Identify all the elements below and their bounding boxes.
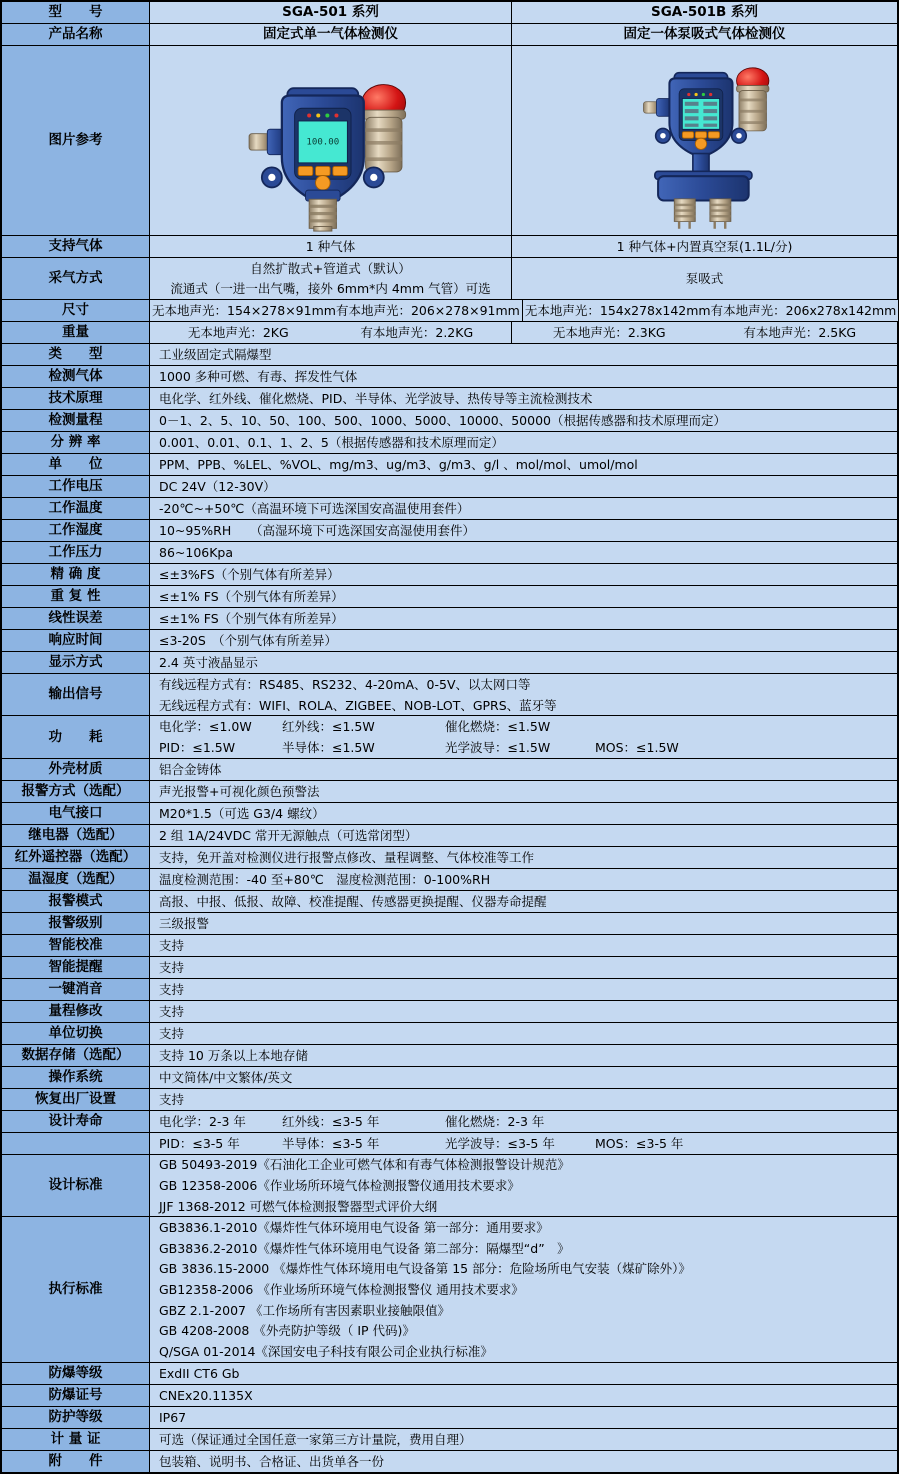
- dimensions-b2: 有本地声光：206x278x142mm: [710, 303, 897, 319]
- spec-row: [2, 1023, 897, 1045]
- spec-row: [2, 630, 897, 652]
- spec-row: [2, 1089, 897, 1111]
- spec-line: 支持: [159, 1091, 185, 1107]
- spec-value: [150, 1023, 897, 1044]
- spec-line: 包装箱、说明书、合格证、出货单各一份: [159, 1453, 385, 1469]
- spec-col-value: 催化燃烧：≤1.5W: [445, 719, 551, 735]
- weight-b-cell: [512, 322, 897, 343]
- spec-row: [2, 498, 897, 520]
- spec-label: 线性误差: [2, 608, 150, 629]
- spec-label: 报警方式（选配）: [2, 781, 150, 802]
- sensor-probe: [305, 190, 340, 231]
- spec-line: 支持 10 万条以上本地存储: [159, 1047, 308, 1063]
- spec-label: 工作压力: [2, 542, 150, 563]
- weight-b1: 无本地声光：2.3KG: [552, 325, 666, 341]
- spec-row: [2, 716, 897, 758]
- spec-row: [2, 781, 897, 803]
- spec-row: [2, 803, 897, 825]
- spec-line: [150, 1111, 897, 1132]
- spec-label: 检测气体: [2, 366, 150, 387]
- spec-value: [150, 608, 897, 629]
- detector-body: [281, 88, 363, 204]
- spec-line: IP67: [159, 1409, 187, 1425]
- dimensions-row: [2, 300, 897, 322]
- spec-value: [150, 825, 897, 846]
- spec-value: [150, 454, 897, 475]
- spec-row: [2, 1385, 897, 1407]
- spec-label: 显示方式: [2, 652, 150, 673]
- series-a-title-cell: [150, 2, 512, 23]
- spec-line: ≤±3%FS（个别气体有所差异）: [159, 567, 340, 583]
- spec-label: 重 复 性: [2, 586, 150, 607]
- spec-row: [2, 957, 897, 979]
- spec-label: [2, 1133, 150, 1154]
- spec-line: ≤±1% FS（个别气体有所差异）: [159, 589, 344, 605]
- spec-col-value: 催化燃烧：2-3 年: [445, 1113, 545, 1129]
- spec-col-value: 光学波导：≤3-5 年: [445, 1135, 555, 1151]
- spec-line: 铝合金铸体: [159, 761, 222, 777]
- alarm-beacon-icon: [361, 84, 405, 171]
- product-name-label: 产品名称: [2, 24, 150, 45]
- spec-label: 执行标准: [2, 1217, 150, 1361]
- spec-label: 智能校准: [2, 935, 150, 956]
- spec-rows-container: [2, 344, 897, 1471]
- pump-unit: [654, 153, 751, 200]
- spec-label: 设计标准: [2, 1155, 150, 1217]
- spec-label: 报警级别: [2, 913, 150, 934]
- spec-line: ExdII CT6 Gb: [159, 1365, 240, 1381]
- spec-value: [150, 1363, 897, 1384]
- spec-row: [2, 1001, 897, 1023]
- sga501b-product-image: [604, 50, 806, 232]
- spec-label: 恢复出厂设置: [2, 1089, 150, 1110]
- spec-line: GB 50493-2019《石油化工企业可燃气体和有毒气体检测报警设计规范》: [159, 1157, 570, 1173]
- gas-support-a: 1 种气体: [305, 239, 356, 254]
- spec-row: [2, 1133, 897, 1155]
- spec-row: [2, 1155, 897, 1218]
- alarm-beacon-icon: [736, 67, 768, 130]
- spec-line: 86~106Kpa: [159, 545, 234, 561]
- image-b-cell: [512, 46, 897, 235]
- weight-a-cell: [150, 322, 512, 343]
- spec-line: Q/SGA 01-2014《深国安电子科技有限公司企业执行标准》: [159, 1343, 493, 1359]
- spec-label: 工作电压: [2, 476, 150, 497]
- spec-label: 单位切换: [2, 1023, 150, 1044]
- spec-row: [2, 759, 897, 781]
- sga501-product-image: [218, 50, 444, 232]
- spec-line: DC 24V（12-30V）: [159, 479, 276, 495]
- spec-line: 支持: [159, 1003, 185, 1019]
- spec-label: 温湿度（选配）: [2, 869, 150, 890]
- spec-value: [150, 674, 897, 715]
- conduit-connector: [643, 101, 658, 112]
- spec-value: [150, 1155, 897, 1217]
- button-middle: [315, 166, 330, 175]
- series-a-title: SGA-501 系列: [282, 4, 379, 21]
- spec-line: 温度检测范围：-40 至+80℃ 湿度检测范围：0-100%RH: [159, 871, 491, 887]
- spec-row: [2, 825, 897, 847]
- spec-row: [2, 432, 897, 454]
- spec-value: [150, 366, 897, 387]
- spec-col-value: 电化学：2-3 年: [159, 1113, 246, 1129]
- weight-a2: 有本地声光：2.2KG: [360, 325, 474, 341]
- button-middle: [695, 131, 706, 137]
- spec-value: [150, 1407, 897, 1428]
- spec-label: 技术原理: [2, 388, 150, 409]
- spec-label: 继电器（选配）: [2, 825, 150, 846]
- spec-value: [150, 630, 897, 651]
- spec-line: GB 3836.15-2000 《爆炸性气体环境用电气设备第 15 部分：危险场所电气安装（煤矿除外）》: [159, 1261, 691, 1277]
- spec-row: [2, 388, 897, 410]
- spec-value: [150, 979, 897, 1000]
- spec-value: [150, 891, 897, 912]
- spec-label: 设计寿命: [2, 1111, 150, 1132]
- spec-line: [150, 1133, 897, 1154]
- spec-row: [2, 869, 897, 891]
- sampling-b: 泵吸式: [685, 271, 724, 287]
- spec-label: 防爆证号: [2, 1385, 150, 1406]
- spec-row: [2, 344, 897, 366]
- detector-screen-value: 100.00: [305, 137, 339, 148]
- spec-row: [2, 652, 897, 674]
- spec-col-value: 电化学：≤1.0W: [159, 719, 252, 735]
- spec-line: GB3836.1-2010《爆炸性气体环境用电气设备 第一部分：通用要求》: [159, 1220, 549, 1236]
- spec-value: [150, 652, 897, 673]
- spec-col-value: 红外线：≤1.5W: [282, 719, 375, 735]
- spec-line: 中文简体/中文繁体/英文: [159, 1069, 293, 1085]
- spec-value: [150, 432, 897, 453]
- spec-label: 类 型: [2, 344, 150, 365]
- spec-value: [150, 1429, 897, 1450]
- sampling-b-cell: [512, 258, 897, 299]
- spec-label: 红外遥控器（选配）: [2, 847, 150, 868]
- spec-value: [150, 564, 897, 585]
- spec-value: [150, 520, 897, 541]
- sampling-a-cell: [150, 258, 512, 299]
- spec-label: 操作系统: [2, 1067, 150, 1088]
- spec-line: 三级报警: [159, 915, 210, 931]
- spec-row: [2, 520, 897, 542]
- spec-line: GB12358-2006 《作业场所环境气体检测报警仪 通用技术要求》: [159, 1281, 524, 1297]
- spec-value: [150, 1385, 897, 1406]
- sampling-a-line1: 自然扩散式+管道式（默认）: [250, 260, 411, 276]
- gas-support-row: [2, 236, 897, 258]
- spec-line: GB 4208-2008 《外壳防护等级（ IP 代码)》: [159, 1323, 415, 1339]
- spec-line: 2 组 1A/24VDC 常开无源触点（可选常闭型）: [159, 827, 418, 843]
- series-b-title: SGA-501B 系列: [650, 4, 759, 21]
- spec-row: [2, 674, 897, 716]
- status-led-alarm: [334, 113, 338, 117]
- spec-line: ≤±1% FS（个别气体有所差异）: [159, 611, 344, 627]
- spec-value: [150, 759, 897, 780]
- spec-value: [150, 1111, 897, 1132]
- spec-value: [150, 476, 897, 497]
- spec-row: [2, 366, 897, 388]
- spec-value: [150, 542, 897, 563]
- spec-value: [150, 803, 897, 824]
- spec-line: 有线远程方式有：RS485、RS232、4-20mA、0-5V、以太网口等: [159, 676, 531, 692]
- spec-label: 功 耗: [2, 716, 150, 757]
- spec-row: [2, 1407, 897, 1429]
- spec-value: [150, 586, 897, 607]
- product-a-cell: [150, 24, 512, 45]
- status-led-green: [325, 113, 329, 117]
- image-label: 图片参考: [2, 46, 150, 235]
- spec-line: GB3836.2-2010《爆炸性气体环境用电气设备 第二部分：隔爆型“d” 》: [159, 1240, 570, 1256]
- spec-row: [2, 542, 897, 564]
- gas-support-b: 1 种气体+内置真空泵(1.1L/分): [616, 239, 793, 254]
- spec-row: [2, 410, 897, 432]
- spec-line: 支持: [159, 981, 185, 997]
- spec-line: 支持，免开盖对检测仪进行报警点修改、量程调整、气体校准等工作: [159, 849, 535, 865]
- sampling-row: [2, 258, 897, 300]
- dimensions-label: 尺寸: [2, 300, 150, 321]
- spec-value: [150, 1067, 897, 1088]
- spec-label: 电气接口: [2, 803, 150, 824]
- spec-value: [150, 847, 897, 868]
- dimensions-b-cell: [523, 300, 898, 321]
- spec-row: [2, 454, 897, 476]
- spec-line: 可选（保证通过全国任意一家第三方计量院，费用自理）: [159, 1431, 472, 1447]
- gas-support-label: 支持气体: [2, 236, 150, 257]
- spec-row: [2, 1363, 897, 1385]
- dimensions-a1: 无本地声光：154×278×91mm: [152, 303, 336, 319]
- spec-value: [150, 1045, 897, 1066]
- spec-label: 计 量 证: [2, 1429, 150, 1450]
- spec-line: 2.4 英寸液晶显示: [159, 655, 258, 671]
- spec-label: 外壳材质: [2, 759, 150, 780]
- button-right: [332, 166, 347, 175]
- spec-row: [2, 564, 897, 586]
- weight-b2: 有本地声光：2.5KG: [743, 325, 857, 341]
- spec-label: 精 确 度: [2, 564, 150, 585]
- spec-line: M20*1.5（可选 G3/4 螺纹）: [159, 805, 325, 821]
- spec-label: 输出信号: [2, 674, 150, 715]
- gas-support-b-cell: [512, 236, 897, 257]
- spec-row: [2, 586, 897, 608]
- spec-value: [150, 935, 897, 956]
- spec-col-value: 半导体：≤3-5 年: [282, 1135, 380, 1151]
- spec-label: 防爆等级: [2, 1363, 150, 1384]
- spec-label: 检测量程: [2, 410, 150, 431]
- spec-label: 数据存储（选配）: [2, 1045, 150, 1066]
- spec-label: 单 位: [2, 454, 150, 475]
- spec-line: 支持: [159, 1025, 185, 1041]
- spec-value: [150, 957, 897, 978]
- ok-button: [695, 138, 706, 149]
- spec-row: [2, 608, 897, 630]
- spec-line: JJF 1368-2012 可燃气体检测报警器型式评价大纲: [159, 1198, 438, 1214]
- detector-body: [669, 72, 732, 157]
- spec-row: [2, 935, 897, 957]
- dimensions-a-cell: [150, 300, 523, 321]
- spec-line: [150, 737, 897, 758]
- spec-row: [2, 979, 897, 1001]
- model-label: 型 号: [2, 2, 150, 23]
- spec-line: [150, 716, 897, 737]
- spec-line: 支持: [159, 937, 185, 953]
- spec-line: PPM、PPB、%LEL、%VOL、mg/m3、ug/m3、g/m3、g/l 、mol/mol、umol/mol: [159, 457, 638, 473]
- spec-row: [2, 847, 897, 869]
- spec-line: 电化学、红外线、催化燃烧、PID、半导体、光学波导、热传导等主流检测技术: [159, 391, 593, 407]
- button-left: [298, 166, 313, 175]
- spec-col-value: 红外线：≤3-5 年: [282, 1113, 380, 1129]
- spec-line: CNEx20.1135X: [159, 1387, 253, 1403]
- spec-value: [150, 869, 897, 890]
- spec-line: 高报、中报、低报、故障、校准提醒、传感器更换提醒、仪器寿命提醒: [159, 893, 547, 909]
- product-b-cell: [512, 24, 897, 45]
- spec-value: [150, 1217, 897, 1361]
- spec-value: [150, 344, 897, 365]
- spec-label: 工作湿度: [2, 520, 150, 541]
- spec-col-value: MOS：≤1.5W: [595, 739, 679, 755]
- dimensions-a2: 有本地声光：206×278×91mm: [335, 303, 520, 319]
- status-led-red: [307, 113, 311, 117]
- spec-line: -20℃~+50℃（高温环境下可选深国安高温使用套件）: [159, 501, 470, 517]
- spec-label: 智能提醒: [2, 957, 150, 978]
- spec-col-value: PID：≤3-5 年: [159, 1135, 240, 1151]
- spec-row: [2, 476, 897, 498]
- spec-label: 量程修改: [2, 1001, 150, 1022]
- spec-line: GB 12358-2006《作业场所环境气体检测报警仪通用技术要求》: [159, 1177, 520, 1193]
- spec-line: 支持: [159, 959, 185, 975]
- spec-value: [150, 1133, 897, 1154]
- spec-value: [150, 716, 897, 757]
- spec-col-value: 半导体：≤1.5W: [282, 739, 375, 755]
- weight-label: 重量: [2, 322, 150, 343]
- spec-row: [2, 1217, 897, 1362]
- spec-row: [2, 891, 897, 913]
- spec-col-value: MOS：≤3-5 年: [595, 1135, 684, 1151]
- spec-col-value: 光学波导：≤1.5W: [445, 739, 551, 755]
- product-b-name: 固定一体泵吸式气体检测仪: [623, 26, 786, 43]
- spec-line: 10~95%RH （高湿环境下可选深国安高湿使用套件）: [159, 523, 475, 539]
- sampling-a-line2: 流通式（一进一出气嘴，接外 6mm*内 4mm 气管）可选: [170, 281, 491, 297]
- image-a-cell: [150, 46, 512, 235]
- gas-support-a-cell: [150, 236, 512, 257]
- model-row: [2, 2, 897, 24]
- twin-sensor-probes: [674, 198, 731, 228]
- spec-label: 附 件: [2, 1451, 150, 1472]
- spec-label: 报警模式: [2, 891, 150, 912]
- weight-a1: 无本地声光：2KG: [187, 325, 289, 341]
- button-right: [708, 131, 719, 137]
- spec-label: 响应时间: [2, 630, 150, 651]
- spec-value: [150, 1089, 897, 1110]
- spec-line: 声光报警+可视化颜色预警法: [159, 783, 320, 799]
- spec-value: [150, 498, 897, 519]
- dimensions-b1: 无本地声光：154x278x142mm: [524, 303, 711, 319]
- spec-value: [150, 1001, 897, 1022]
- spec-label: 分 辨 率: [2, 432, 150, 453]
- product-a-name: 固定式单一气体检测仪: [263, 26, 398, 43]
- spec-value: [150, 781, 897, 802]
- spec-row: [2, 1429, 897, 1451]
- spec-row: [2, 1111, 897, 1133]
- weight-row: [2, 322, 897, 344]
- ok-button: [315, 175, 330, 190]
- spec-line: 0－1、2、5、10、50、100、500、1000、5000、10000、50000（根据传感器和技术原理而定）: [159, 413, 726, 429]
- spec-row: [2, 1067, 897, 1089]
- spec-line: 无线远程方式有：WIFI、ROLA、ZIGBEE、NOB-LOT、GPRS、蓝牙等: [159, 697, 557, 713]
- spec-line: ≤3-20S （个别气体有所差异）: [159, 633, 338, 649]
- button-left: [682, 131, 693, 137]
- spec-line: 工业级固定式隔爆型: [159, 347, 272, 363]
- spec-row: [2, 913, 897, 935]
- product-name-row: [2, 24, 897, 46]
- spec-line: 1000 多种可燃、有毒、挥发性气体: [159, 369, 358, 385]
- image-row: [2, 46, 897, 236]
- series-b-title-cell: [512, 2, 897, 23]
- spec-label: 防护等级: [2, 1407, 150, 1428]
- spec-label: 工作温度: [2, 498, 150, 519]
- spec-value: [150, 913, 897, 934]
- spec-value: [150, 410, 897, 431]
- spec-line: 0.001、0.01、0.1、1、2、5（根据传感器和技术原理而定）: [159, 435, 504, 451]
- sampling-label: 采气方式: [2, 258, 150, 299]
- spec-value: [150, 388, 897, 409]
- conduit-connector: [249, 133, 269, 149]
- status-led-yellow: [316, 113, 320, 117]
- spec-row: [2, 1045, 897, 1067]
- spec-line: GBZ 2.1-2007 《工作场所有害因素职业接触限值》: [159, 1302, 450, 1318]
- spec-label: 一键消音: [2, 979, 150, 1000]
- spec-col-value: PID：≤1.5W: [159, 739, 236, 755]
